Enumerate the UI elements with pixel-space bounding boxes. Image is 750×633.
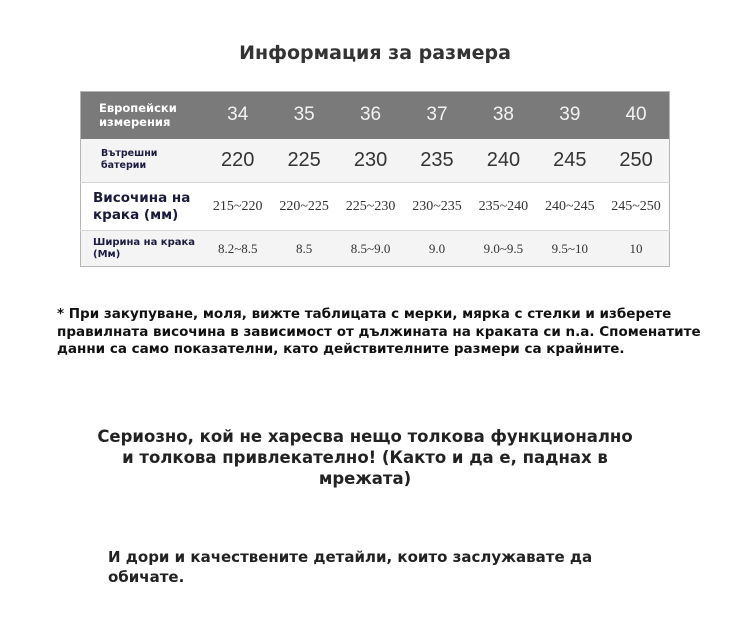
table-cell: 225 <box>287 148 321 171</box>
table-cell: 245 <box>553 148 587 171</box>
page-title: Информация за размера <box>239 42 511 64</box>
table-cell: 235~240 <box>478 198 529 214</box>
table-cell: 36 <box>359 104 382 126</box>
table-cell: 8.5 <box>296 240 313 256</box>
table-row-eu-size <box>81 92 670 139</box>
table-cell: 230~235 <box>412 198 462 214</box>
row-label: Вътрешни батерии <box>101 148 158 172</box>
table-cell: 225~230 <box>345 198 396 214</box>
table-cell: 9.0 <box>428 240 446 256</box>
row-label: Височина на крака (мм) <box>93 189 191 223</box>
details-text: И дори и качествените детайли, които заслужавате да обичате. <box>108 548 593 586</box>
table-cell: 8.2~8.5 <box>217 240 258 256</box>
table-cell: 240 <box>486 148 521 171</box>
table-cell: 230 <box>353 148 388 171</box>
table-cell: 10 <box>629 240 643 256</box>
slogan-text: Сериозно, кой не харесва нещо толкова функционално и толкова привлекателно! (Както и да е, паднах в мрежата) <box>97 427 633 488</box>
table-cell: 245~250 <box>611 198 661 214</box>
size-note: * При закупуване, моля, вижте таблицата с мерки, мярка с стелки и изберете правилната височина в зависимост от дължината на краката си n.a. Споменатите данни са само показателни, като действителните размери са крайните. <box>57 306 701 357</box>
table-cell: 34 <box>227 104 249 126</box>
table-cell: 215~220 <box>212 198 263 214</box>
table-row-insole <box>81 139 670 183</box>
table-cell: 39 <box>559 104 581 126</box>
table-cell: 9.0~9.5 <box>483 240 524 256</box>
table-cell: 220 <box>221 148 255 171</box>
row-label: Ширина на крака (Мм) <box>93 236 196 260</box>
table-cell: 40 <box>625 104 647 126</box>
size-chart-table <box>80 91 670 267</box>
table-cell: 9.5~10 <box>551 240 588 256</box>
table-cell: 235 <box>420 148 454 171</box>
table-cell: 220~225 <box>279 198 329 214</box>
row-label: Европейски измерения <box>99 101 177 130</box>
table-cell: 37 <box>426 104 448 126</box>
table-cell: 250 <box>619 148 653 171</box>
table-row-foot-length <box>81 183 670 231</box>
table-cell: 38 <box>492 104 514 126</box>
table-cell: 8.5~9.0 <box>350 240 391 256</box>
table-cell: 35 <box>293 104 315 126</box>
table-cell: 240~245 <box>545 198 595 214</box>
table-row-foot-width <box>81 231 670 267</box>
